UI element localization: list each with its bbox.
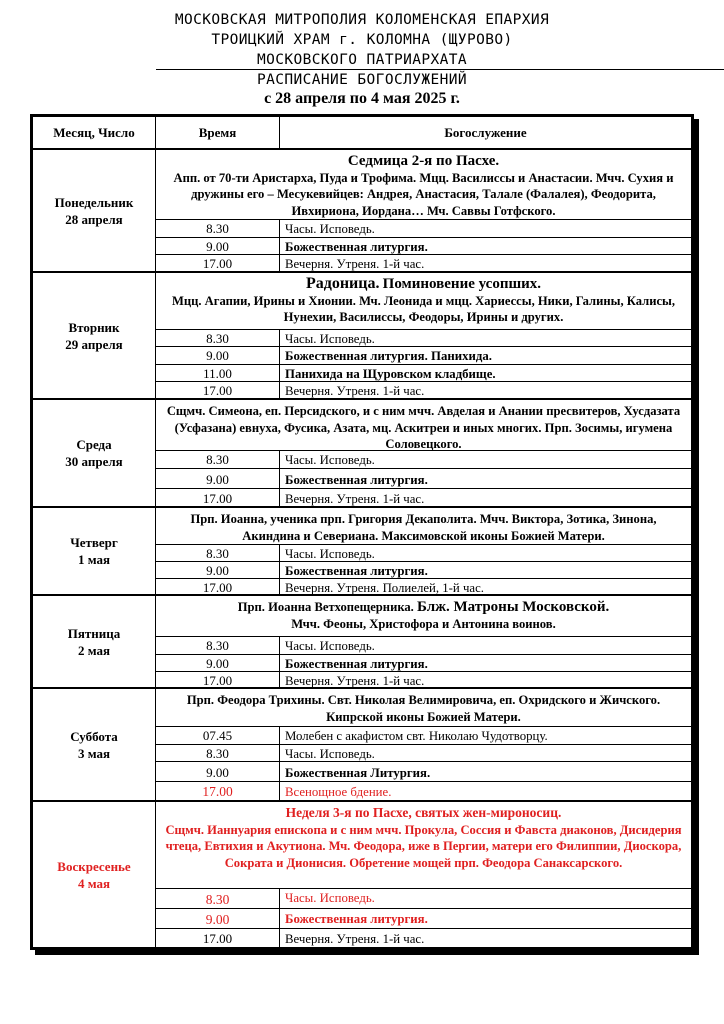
schedule-dates: с 28 апреля по 4 мая 2025 г. [264, 90, 460, 107]
day-saints: Мчч. Феоны, Христофора и Антонина воинов. [291, 616, 556, 631]
day-description [156, 273, 691, 329]
day-description [156, 802, 691, 888]
service-time: 8.30 [206, 546, 229, 561]
service-name: Вечерня. Утреня. 1-й час. [285, 257, 425, 271]
header-line-2: ТРОИЦКИЙ ХРАМ г. КОЛОМНА (ЩУРОВО) [211, 32, 513, 48]
day-cell [33, 273, 155, 398]
service-name: Часы. Исповедь. [285, 222, 375, 236]
day-cell [33, 689, 155, 800]
date: 3 мая [77, 745, 111, 761]
weekday: Четверг [70, 535, 118, 550]
service-name: Вечерня. Утреня. 1-й час. [285, 384, 425, 398]
day-title: Радоница. [305, 275, 380, 292]
row-line [156, 488, 691, 489]
service-time: 17.00 [202, 673, 233, 687]
schedule-table [30, 114, 694, 950]
day-cell-sunday [33, 802, 155, 947]
service-time: 9.00 [206, 239, 229, 254]
service-name: Вечерня. Утреня. 1-й час. [285, 932, 425, 946]
day-saints: Сщмч. Ианнуария епископа и с ним мчч. Прокула, Соссия и Фавста диаконов, Дисидерия чтеца, Евтихия и Акутиона. Мч. Феодора, иже в Пергии, матери его Филиппии, Диоскора, Сократа и Дионисия. Обретение мощей прп. Феодора Санаксарского. [165, 822, 682, 870]
service-name: Часы. Исповедь. [285, 453, 375, 467]
service-time: 17.00 [202, 383, 233, 398]
service-name: Божественная литургия. [285, 657, 428, 671]
day-feast: Блж. Матроны Московской. [417, 599, 610, 615]
day-description [156, 508, 691, 544]
date: 1 мая [77, 552, 111, 567]
day-description [156, 596, 691, 636]
service-time: 8.30 [206, 746, 229, 761]
day-title: Неделя 3-я по Пасхе, святых жен-мироносиц. [285, 805, 562, 820]
service-time: 8.30 [206, 221, 229, 236]
day-cell [33, 400, 155, 506]
service-name: Божественная Литургия. [285, 766, 431, 780]
day-saints: Прп. Феодора Трихины. Свт. Николая Велимировича, еп. Охридского и Жичского. Кипрской иконы Божией Матери. [186, 693, 661, 724]
service-name: Часы. Исповедь. [285, 747, 375, 761]
service-name: Божественная литургия. [285, 912, 428, 926]
header-line-4: РАСПИСАНИЕ БОГОСЛУЖЕНИЙ [257, 72, 467, 88]
service-name: Панихида на Щуровском кладбище. [285, 367, 496, 381]
service-time: 8.30 [205, 892, 230, 907]
service-time: 9.00 [206, 765, 229, 780]
service-time: 9.00 [206, 472, 229, 487]
date: 29 апреля [65, 336, 123, 352]
row-line [156, 908, 691, 909]
service-time: 17.00 [202, 784, 233, 799]
day-saints: Сщмч. Симеона, еп. Персидского, и с ним мчч. Авделая и Анании пресвитеров, Хусдазата (Усфазана) евнуха, Фусика, Азата, мц. Аскитреи и иных многих. Прп. Зосимы, игумена Соловецкого. [166, 404, 681, 450]
service-time: 11.00 [203, 366, 232, 381]
service-time: 17.00 [202, 931, 233, 946]
day-saints: Апп. от 70-ти Аристарха, Пуда и Трофима. Мцц. Василиссы и Анастасии. Мчч. Сухия и дружины его – Месукевийцев: Андрея, Анастасия, Талале (Фалалея), Феодорита, Ивхириона, Иордана… Мч. Саввы Готфского. [173, 170, 674, 218]
header-line-3: МОСКОВСКОГО ПАТРИАРХАТА [257, 52, 467, 68]
service-time: 8.30 [206, 331, 229, 346]
service-name: Вечерня. Утреня. 1-й час. [285, 674, 425, 687]
service-name: Часы. Исповедь. [285, 891, 375, 905]
service-name: Часы. Исповедь. [285, 332, 375, 346]
date: 2 мая [77, 642, 111, 658]
row-line [156, 781, 691, 782]
header-rule [156, 69, 724, 70]
col-header-time: Время [198, 124, 237, 140]
date: 28 апреля [65, 211, 123, 227]
weekday: Пятница [67, 625, 121, 641]
service-name: Молебен с акафистом свт. Николаю Чудотворцу. [285, 729, 548, 743]
service-time: 9.00 [206, 348, 229, 363]
service-name: Божественная литургия. [285, 473, 428, 487]
service-time: 9.00 [206, 563, 229, 578]
day-saints: Мцц. Агапии, Ирины и Хионии. Мч. Леонида и мцц. Хариессы, Ники, Галины, Калисы, Нунехии, Василиссы, Феодоры, Ирины и других. [171, 293, 676, 324]
service-name: Божественная литургия. [285, 564, 428, 578]
day-cell [33, 508, 155, 594]
col-header-service: Богослужение [444, 124, 527, 140]
day-description [156, 400, 691, 450]
weekday: Суббота [70, 728, 118, 744]
service-time: 17.00 [202, 491, 233, 506]
row-line [156, 928, 691, 929]
service-time: 07.45 [202, 728, 233, 743]
day-saints: Прп. Иоанна, ученика прп. Григория Декаполита. Мчч. Виктора, Зотика, Зинона, Акиндина и Севериана. Максимовской иконы Божией Матери. [190, 512, 657, 543]
weekday: Воскресенье [57, 858, 131, 874]
day-description [156, 150, 691, 219]
service-name: Часы. Исповедь. [285, 547, 375, 561]
service-time: 8.30 [206, 452, 229, 467]
day-saints-a: Прп. Иоанна Ветхопещерника. [237, 600, 414, 614]
col-header-date: Месяц, Число [53, 124, 135, 140]
day-cell [33, 596, 155, 687]
service-time: 17.00 [202, 256, 233, 271]
day-cell [33, 150, 155, 271]
header-line-1: МОСКОВСКАЯ МИТРОПОЛИЯ КОЛОМЕНСКАЯ ЕПАРХИЯ [174, 12, 550, 28]
weekday: Среда [76, 437, 112, 452]
service-time: 17.00 [202, 580, 233, 594]
service-time: 9.00 [205, 912, 230, 927]
service-name: Всенощное бдение. [285, 785, 392, 799]
service-name: Божественная литургия. [285, 240, 428, 254]
day-title: Седмица 2-я по Пасхе. [347, 153, 500, 169]
date: 4 мая [77, 875, 111, 891]
weekday: Понедельник [54, 194, 134, 210]
service-time: 8.30 [206, 638, 229, 653]
service-name: Божественная литургия. Панихида. [285, 349, 492, 363]
service-time: 9.00 [206, 656, 229, 671]
weekday: Вторник [68, 319, 120, 335]
service-name: Вечерня. Утреня. 1-й час. [285, 492, 425, 506]
row-line [156, 761, 691, 762]
service-name: Часы. Исповедь. [285, 639, 375, 653]
date: 30 апреля [65, 454, 123, 469]
day-title-rest: Поминовение усопших. [382, 276, 542, 292]
row-line [156, 468, 691, 469]
day-description [156, 689, 691, 726]
service-name: Вечерня. Утреня. Полиелей, 1-й час. [285, 581, 484, 594]
